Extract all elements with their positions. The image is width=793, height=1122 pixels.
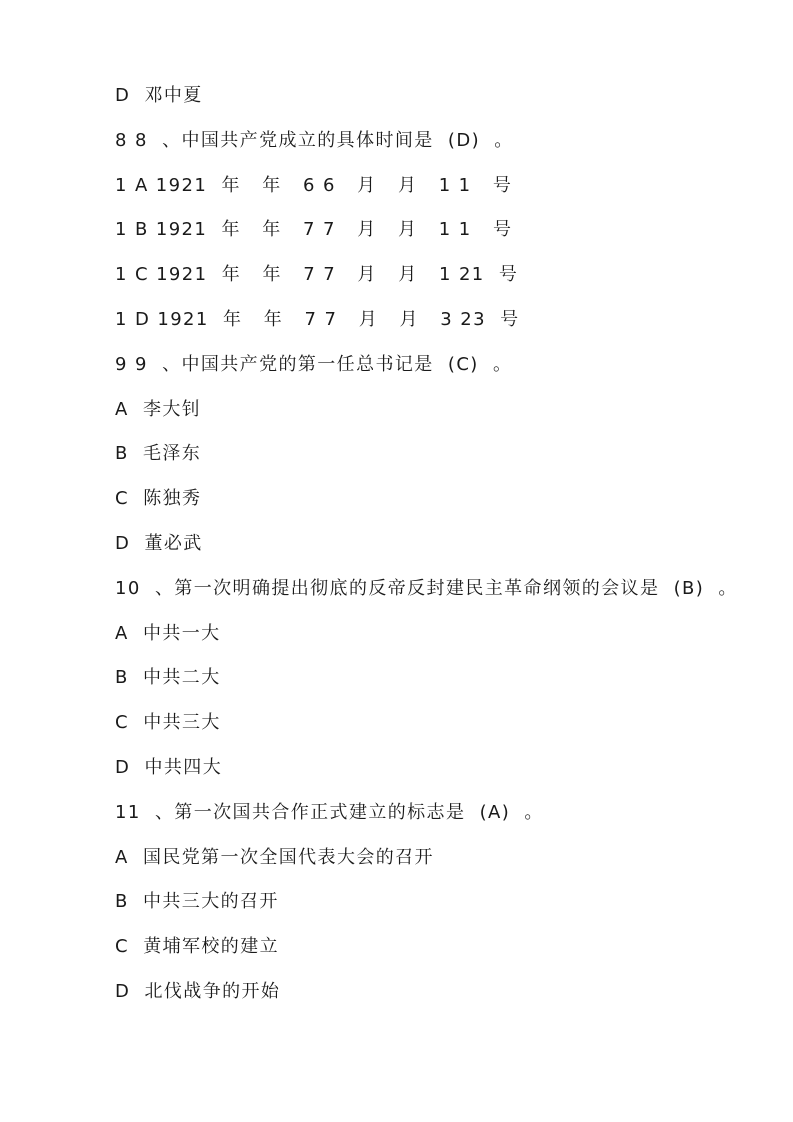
question-9: 9 9 、中国共产党的第一任总书记是 (C) 。 (115, 353, 513, 375)
question-11: 11 、第一次国共合作正式建立的标志是 (A) 。 (115, 801, 544, 823)
option-q10-b: B 中共二大 (115, 667, 221, 689)
option-q8-d: 1 D 1921 年 年 7 7 月 月 3 23 号 (115, 308, 520, 330)
option-q8-a: 1 A 1921 年 年 6 6 月 月 1 1 号 (115, 174, 513, 196)
option-q8-c: 1 C 1921 年 年 7 7 月 月 1 21 号 (115, 264, 519, 286)
question-10: 10 、第一次明确提出彻底的反帝反封建民主革命纲领的会议是 (B) 。 (115, 577, 738, 599)
option-q11-d: D 北伐战争的开始 (115, 980, 281, 1002)
option-q9-a: A 李大钊 (115, 398, 202, 420)
option-q11-b: B 中共三大的召开 (115, 891, 279, 913)
question-8: 8 8 、中国共产党成立的具体时间是 (D) 。 (115, 129, 514, 151)
option-q11-a: A 国民党第一次全国代表大会的召开 (115, 846, 434, 868)
option-q10-d: D 中共四大 (115, 756, 223, 778)
option-q10-c: C 中共三大 (115, 712, 221, 734)
option-q8-b: 1 B 1921 年 年 7 7 月 月 1 1 号 (115, 219, 513, 241)
option-q9-d: D 董必武 (115, 532, 203, 554)
option-q7-d: D 邓中夏 (115, 85, 203, 106)
option-q9-c: C 陈独秀 (115, 488, 202, 510)
document-text (115, 82, 775, 1023)
option-q11-c: C 黄埔军校的建立 (115, 936, 280, 958)
option-q10-a: A 中共一大 (115, 622, 221, 644)
option-q9-b: B 毛泽东 (115, 443, 202, 465)
